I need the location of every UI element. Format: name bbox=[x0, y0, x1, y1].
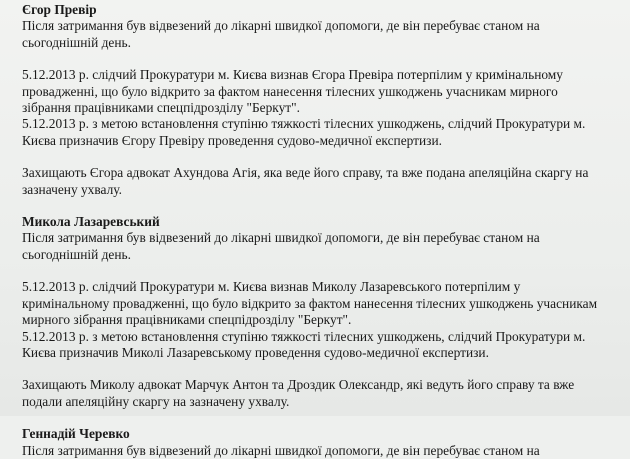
text-line: Після затримання був відвезений до лікарні швидкої допомоги, де він перебуває станом на bbox=[22, 230, 540, 246]
text-line: сьогоднішній день. bbox=[22, 246, 132, 262]
person-section bbox=[22, 426, 622, 459]
text-line: кримінальному провадженні, що було відкрито за фактом нанесення тілесних ушкоджень учасникам bbox=[22, 295, 598, 311]
paragraph-gap bbox=[22, 51, 622, 67]
text-line: 5.12.2013 р. з метою встановлення ступіню тяжкості тілесних ушкоджень, слідчий Прокуратури м. bbox=[22, 328, 586, 344]
text-line: зазначену ухвалу. bbox=[22, 181, 122, 197]
text-line: провадженні, що було відкрито за фактом нанесення тілесних ушкоджень учасникам мирного bbox=[22, 83, 558, 99]
paragraph-gap bbox=[22, 263, 622, 279]
document-body bbox=[22, 2, 622, 459]
text-line: мирного зібрання працівниками спецпідрозділу "Беркут". bbox=[22, 312, 352, 328]
text-line: подали апеляційну скаргу на зазначену ухвалу. bbox=[22, 393, 290, 409]
person-name: Єгор Превір bbox=[22, 2, 97, 17]
text-line: 5.12.2013 р. слідчий Прокуратури м. Києва визнав Єгора Превіра потерпілим у кримінальному bbox=[22, 67, 563, 83]
person-name: Геннадій Черевко bbox=[22, 426, 130, 442]
text-line: 5.12.2013 р. з метою встановлення ступіню тяжкості тілесних ушкоджень, слідчий Прокуратури м. bbox=[22, 116, 586, 132]
text-line: сьогоднішній день. bbox=[22, 34, 132, 50]
person-section bbox=[22, 2, 622, 198]
text-line: Після затримання був відвезений до лікарні швидкої допомоги, де він перебуває станом на bbox=[22, 442, 540, 458]
text-line: Києва призначив Миколі Лазаревському проведення судово-медичної експертизи. bbox=[22, 344, 489, 360]
text-line: Захищають Миколу адвокат Марчук Антон та Дроздик Олександр, які ведуть його справу та вже bbox=[22, 377, 575, 393]
text-line: зібрання працівниками спецпідрозділу "Беркут". bbox=[22, 100, 300, 116]
text-line: Києва призначив Єгору Превіру проведення судово-медичної експертизи. bbox=[22, 132, 442, 148]
paragraph-gap bbox=[22, 361, 622, 377]
person-name: Микола Лазаревський bbox=[22, 214, 160, 230]
section-gap bbox=[22, 198, 622, 214]
text-line: Захищають Єгора адвокат Ахундова Агія, яка веде його справу, та вже подана апеляційна скаргу на bbox=[22, 165, 589, 181]
text-line: 5.12.2013 р. слідчий Прокуратури м. Києва визнав Миколу Лазаревського потерпілим у bbox=[22, 279, 521, 295]
person-section bbox=[22, 214, 622, 410]
section-gap bbox=[22, 410, 622, 426]
text-line: Після затримання був відвезений до лікарні швидкої допомоги, де він перебуває станом на bbox=[22, 18, 540, 34]
paragraph-gap bbox=[22, 149, 622, 165]
